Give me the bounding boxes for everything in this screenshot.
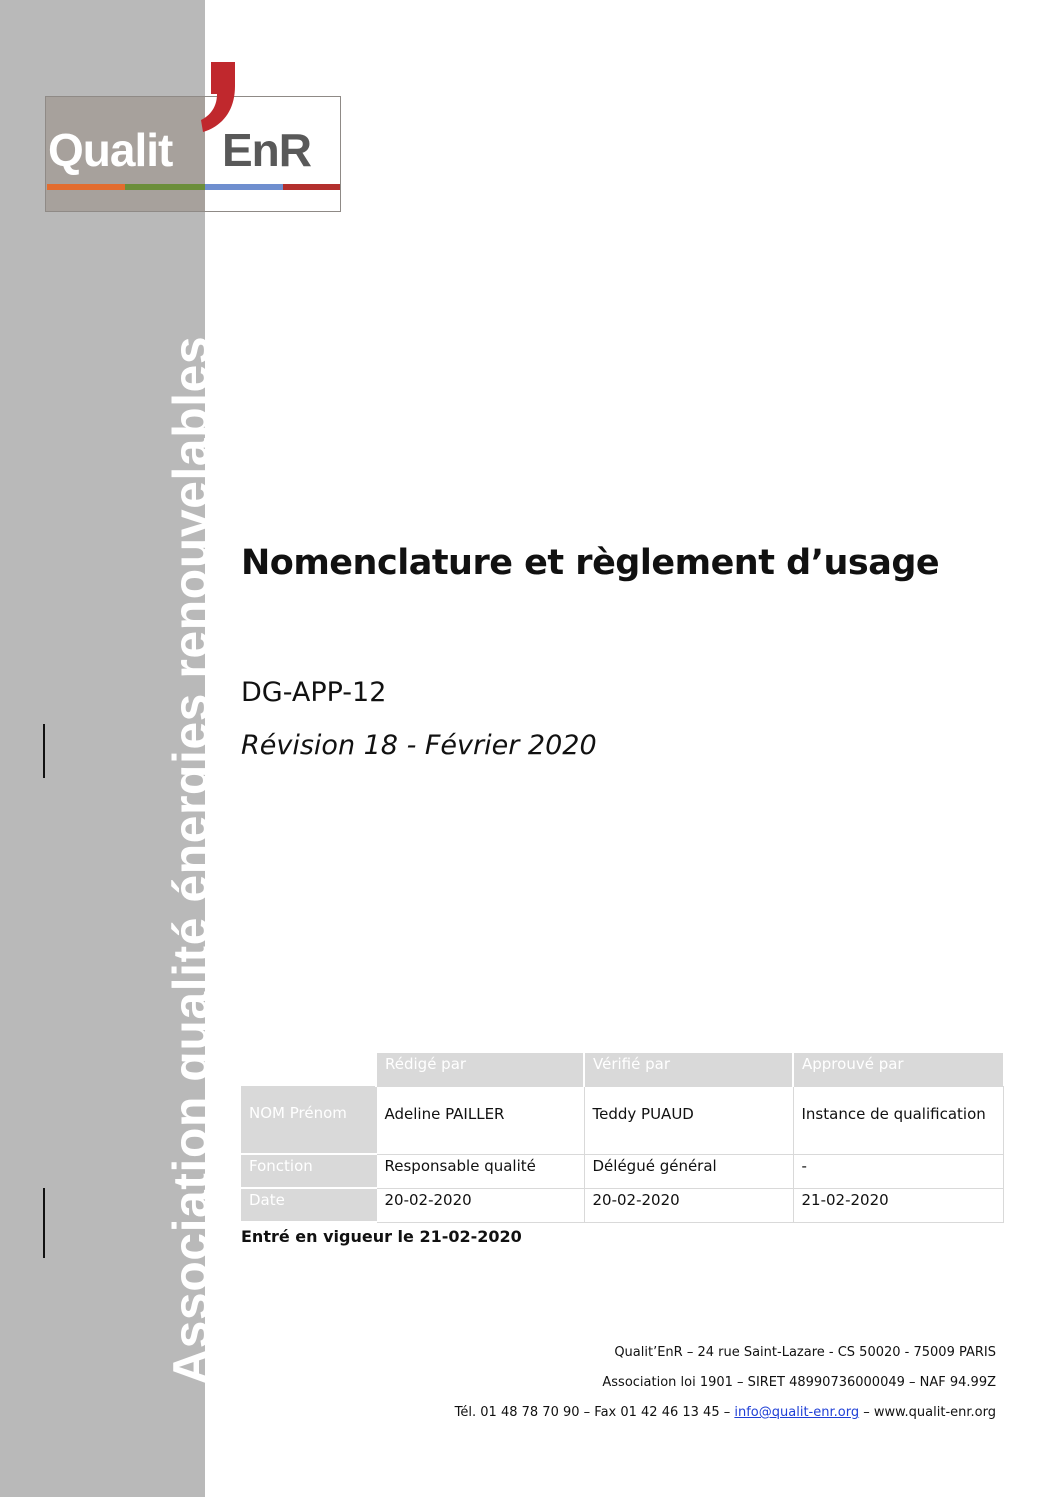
table-cell: Instance de qualification bbox=[793, 1086, 1003, 1154]
table-row bbox=[241, 1154, 1003, 1188]
logo-color-bar-red bbox=[283, 184, 340, 190]
table-cell: 20-02-2020 bbox=[584, 1188, 793, 1222]
footer-legal: Association loi 1901 – SIRET 48990736000049 – NAF 94.99Z bbox=[602, 1375, 996, 1390]
table-cell: Responsable qualité bbox=[376, 1154, 584, 1188]
table-row bbox=[241, 1188, 1003, 1222]
logo-text-enr: EnR bbox=[222, 124, 311, 176]
column-header-verifie: Vérifié par bbox=[584, 1053, 793, 1086]
logo-color-bar-orange bbox=[47, 184, 125, 190]
table-cell: 20-02-2020 bbox=[376, 1188, 584, 1222]
table-cell: 21-02-2020 bbox=[793, 1188, 1003, 1222]
footer-address: Qualit’EnR – 24 rue Saint-Lazare - CS 50020 - 75009 PARIS bbox=[614, 1345, 996, 1360]
table-cell: Adeline PAILLER bbox=[376, 1086, 584, 1154]
document-revision: Révision 18 - Février 2020 bbox=[241, 730, 597, 761]
logo-color-bar-green bbox=[125, 184, 205, 190]
footer-contact bbox=[455, 1405, 996, 1420]
column-header-redige: Rédigé par bbox=[376, 1053, 584, 1086]
logo-color-bar-blue bbox=[205, 184, 283, 190]
footer-website: – www.qualit-enr.org bbox=[859, 1405, 996, 1420]
table-row bbox=[241, 1086, 1003, 1154]
footer-email-link[interactable]: info@qualit-enr.org bbox=[734, 1405, 860, 1420]
document-title: Nomenclature et règlement d’usage bbox=[241, 543, 940, 583]
row-header-date: Date bbox=[241, 1188, 376, 1222]
document-reference: DG-APP-12 bbox=[241, 677, 387, 708]
logo-text-qualit: Qualit bbox=[48, 124, 173, 176]
footer-phone: Tél. 01 48 78 70 90 – Fax 01 42 46 13 45 – bbox=[454, 1405, 735, 1420]
table-cell: Délégué général bbox=[584, 1154, 793, 1188]
sidebar-vertical-text: Association qualité énergies renouvelables bbox=[163, 335, 219, 1385]
row-header-fonction: Fonction bbox=[241, 1154, 376, 1188]
approval-table bbox=[241, 1053, 1004, 1223]
column-header-approuve: Approuvé par bbox=[793, 1053, 1003, 1086]
table-cell: - bbox=[793, 1154, 1003, 1188]
revision-margin-mark bbox=[43, 1188, 45, 1258]
table-corner bbox=[241, 1053, 376, 1086]
revision-margin-mark bbox=[43, 724, 45, 778]
effective-date: Entré en vigueur le 21-02-2020 bbox=[241, 1227, 522, 1246]
row-header-nom: NOM Prénom bbox=[241, 1086, 376, 1154]
table-cell: Teddy PUAUD bbox=[584, 1086, 793, 1154]
